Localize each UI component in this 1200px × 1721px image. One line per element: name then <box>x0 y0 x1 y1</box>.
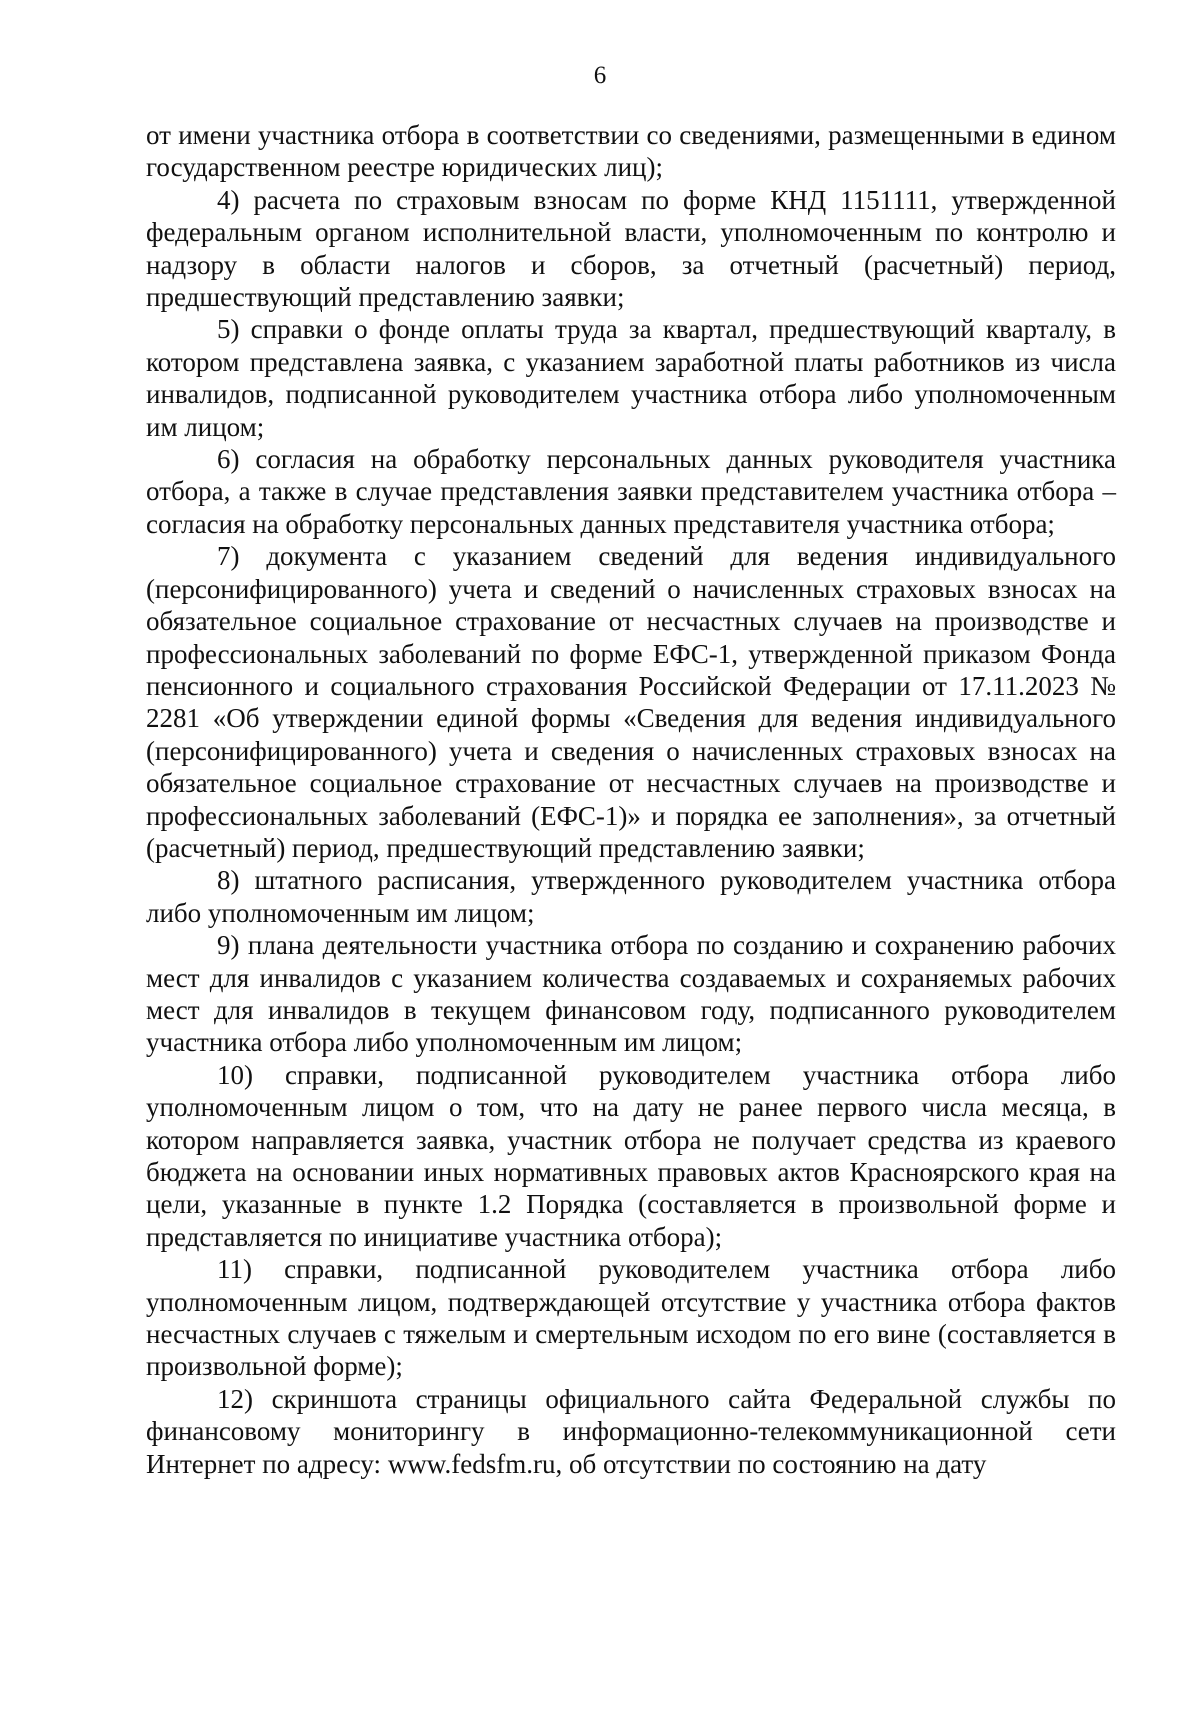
page-number: 6 <box>593 62 607 89</box>
paragraph-item-5: 5) справки о фонде оплаты труда за квартал, предшествующий кварталу, в котором представлена заявка, с указанием заработной платы работников из числа инвалидов, подписанной руководителем участника отбора либо уполномоченным им лицом; <box>146 314 1116 442</box>
paragraph-item-11: 11) справки, подписанной руководителем участника отбора либо уполномоченным лицом, подтверждающей отсутствие у участника отбора фактов несчастных случаев с тяжелым и смертельным исходом по его вине (составляется в произвольной форме); <box>146 1254 1116 1382</box>
paragraph-item-7: 7) документа с указанием сведений для ведения индивидуального (персонифицированного) учета и сведений о начисленных страховых взносах на обязательное социальное страхование от несчастных случаев на производстве и профессиональных заболеваний по форме ЕФС-1, утвержденной приказом Фонда пенсионного и социального страхования Российской Федерации от 17.11.2023 № 2281 «Об утверждении единой формы «Сведения для ведения индивидуального (персонифицированного) учета и сведения о начисленных страховых взносах на обязательное социальное страхование от несчастных случаев на производстве и профессиональных заболеваний (ЕФС-1)» и порядка ее заполнения», за отчетный (расчетный) период, предшествующий представлению заявки; <box>146 541 1116 863</box>
paragraph-item-9: 9) плана деятельности участника отбора по созданию и сохранению рабочих мест для инвалидов с указанием количества создаваемых и сохраняемых рабочих мест для инвалидов в текущем финансовом году, подписанного руководителем участника отбора либо уполномоченным им лицом; <box>146 930 1116 1058</box>
paragraph-item-6: 6) согласия на обработку персональных данных руководителя участника отбора, а также в случае представления заявки представителем участника отбора – согласия на обработку персональных данных представителя участника отбора; <box>146 444 1116 539</box>
paragraph-item-8: 8) штатного расписания, утвержденного руководителем участника отбора либо уполномоченным им лицом; <box>146 865 1116 928</box>
paragraph-item-12: 12) скриншота страницы официального сайта Федеральной службы по финансовому мониторингу в информационно-телекоммуникационной сети Интернет по адресу: www.fedsfm.ru, об отсутствии по состоянию на дату <box>146 1383 1116 1479</box>
paragraph-item-10: 10) справки, подписанной руководителем участника отбора либо уполномоченным лицом о том, что на дату не ранее первого числа месяца, в котором направляется заявка, участник отбора не получает средства из краевого бюджета на основании иных нормативных правовых актов Красноярского края на цели, указанные в пункте 1.2 Порядка (составляется в произвольной форме и представляется по инициативе участника отбора); <box>146 1059 1116 1252</box>
paragraph-item-4: 4) расчета по страховым взносам по форме КНД 1151111, утвержденной федеральным органом исполнительной власти, уполномоченным по контролю и надзору в области налогов и сборов, за отчетный (расчетный) период, предшествующий представлению заявки; <box>146 184 1116 313</box>
document-body <box>146 119 1116 1480</box>
paragraph-continuation: от имени участника отбора в соответствии со сведениями, размещенными в едином государственном реестре юридических лиц); <box>146 120 1116 183</box>
